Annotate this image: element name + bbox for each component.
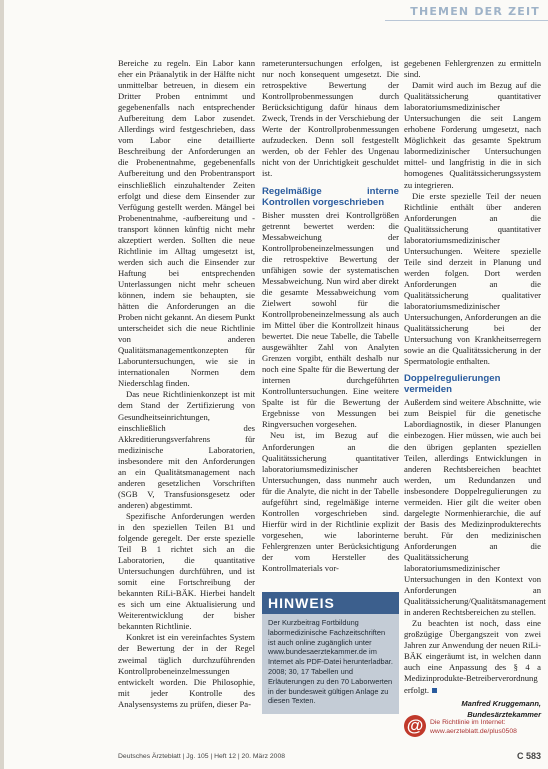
paragraph: Bisher mussten drei Kontrollgrößen getrennt bewertet werden: die Messabweichung der Kontrollprobeneinzelmessungen und die retrospektive Bewertung der unfähigen sowie der systematischen Messabweichung. Nun wird aber direkt die gesamte Messabweichung vom Zielwert sowohl für die Kontrollprobeneinzelmessung als auch im Mittel über die Kontrollzeit hinaus bewertet. Die neue Tabelle, die Tabelle ausgewählter Zahl von Analyten Grenzen vorgibt, enthält deshalb nur noch eine Spalte für die Bewertung der internen durchgeführten Kontrolluntersuchungen. Eine weitere Spalte ist für die Bewertung der Ergebnisse von Messungen bei Ringversuchen vorgesehen. <box>262 209 399 430</box>
paragraph: rameteruntersuchungen erfolgen, ist nur noch konsequent umgesetzt. Die retrospektive Bewertung der Kontrollprobenmessungen durch Berücksichtigung dafür hinaus dem Zweck, Trends in der Verschiebung der Werte der Kontrollprobenmessungen aufzudecken. Denn soll festgestellt werden, ob der Fehler des Ungenau nicht von der Unrichtigkeit geschuldet ist. <box>262 58 399 179</box>
internet-link-text[interactable] <box>430 719 544 736</box>
page-edge <box>0 0 4 769</box>
page-footer <box>118 751 541 763</box>
paragraph: Neu ist, im Bezug auf die Anforderungen an die Qualitätssicherung quantitativer laboratoriumsmedizinischer Untersuchungen, dass nunmehr auch für die Analyte, die nicht in der Tabelle aufgeführt sind, regelmäßige interne Kontrollen vorgeschrieben sind. Hierfür wird in der Richtlinie explizit vorgesehen, wie laborinterne Fehlergrenzen unter Berücksichtigung der vom Hersteller des Kontrollmaterials vor- <box>262 430 399 574</box>
link-caption: Die Richtlinie im Internet: <box>430 719 506 726</box>
hinweis-box <box>262 592 399 714</box>
end-mark-icon <box>432 688 437 693</box>
page-number: C 583 <box>516 751 541 761</box>
paragraph: Konkret ist ein vereinfachtes System der Bewertung der in der Regel zweimal täglich durchzuführenden Kontrollprobeneinzelmessungen entwickelt worden. Die Philosophie, mit jeder Kontrolle des Analysensystems zu prüfen, dieser Pa- <box>118 632 255 709</box>
text-column-3 <box>404 58 546 720</box>
paragraph: gegebenen Fehlergrenzen zu ermitteln sind. <box>404 58 541 80</box>
hinweis-title: HINWEIS <box>262 592 399 614</box>
author-signature: Manfred Kruggemann, Bundesärztekammer <box>461 698 541 719</box>
paragraph: Damit wird auch im Bezug auf die Qualitätssicherung quantitativer laboratoriumsmedizinischer Untersuchungen die seit Langem erhobene Forderung umgesetzt, nach Möglichkeit das gesamte Spektrum labormedizinischer Untersuchungen mittel- und langfristig in die in sich homogenes Qualitätssicherungssystem zu integrieren. <box>404 80 541 190</box>
at-icon: @ <box>404 715 426 737</box>
journal-citation: Deutsches Ärzteblatt | Jg. 105 | Heft 12 | 20. März 2008 <box>118 753 285 760</box>
paragraph <box>404 618 541 695</box>
subheading: Regelmäßige interne Kontrollen vorgeschrieben <box>262 185 399 208</box>
link-url[interactable]: www.aerzteblatt.de/plus0508 <box>430 727 517 735</box>
paragraph: Die erste spezielle Teil der neuen Richtlinie enthält über anderen Anforderungen an die Qualitätssicherung quantitativer laboratoriumsmedizinischer Untersuchungen. Weitere spezielle Teile sind derzeit in Planung und werden folgen. Dort werden Anforderungen an die Qualitätssicherung qualitativer laboratoriumsmedizinischer Untersuchungen, Anforderungen an die Qualitätssicherung bei der Untersuchung von Krankheitserregern sowie an die Qualitätssicherung in der Spermatologie enthalten. <box>404 190 541 367</box>
paragraph: Das neue Richtlinienkonzept ist mit dem Stand der Zertifizierung von Gesundheitseinrichtungen, einschließlich des Akkreditierungsverfahrens für medizinische Laboratorien, insbesondere mit den Anforderungen an ein Qualitätsmanagement nach anderen gesetzlichen Vorschriften (SGB V, Transfusionsgesetz oder anderen) abgestimmt. <box>118 389 255 510</box>
hinweis-body: Der Kurzbeitrag Fortbildung labormedizinische Fachzeitschriften ist auch online zugänglich unter www.bundesaerztekammer.de im Internet als PDF-Datei herunterladbar. 2008; 30, 17 Tabellen und Erläuterungen zu den 70 Laborwerten in der bundesweit gültigen Anlage zu diesen Texten. <box>268 618 393 706</box>
text-column-1 <box>118 58 255 710</box>
paragraph-text: Zu beachten ist noch, dass eine großzügige Übergangszeit von zwei Jahren zur Anwendung der neuen RiLi-BÄK eingeräumt ist, in welchen dann auch eine Anpassung des § 4 a Medizinprodukte-Betreiberverordnung erfolgt. <box>404 618 541 695</box>
text-column-2 <box>262 58 399 574</box>
paragraph: Außerdem sind weitere Abschnitte, wie zum Beispiel für die genetische Labordiagnostik, in dieser Planungen einbezogen. Hier müssen, wie auch bei den übrigen geplanten speziellen Teilen, allerdings Entwicklungen in anderen Rechtsbereichen beachtet werden, um Redundanzen und insbesondere Doppelregulierungen zu vermeiden. Hier gilt die weiter oben dargelegte Normenhierarchie, die auf der Basis des Medizinprodukterechts beruht. Für den medizinischen Anforderungen an die Qualitätssicherung laboratoriumsmedizinischer Untersuchungen in den Kontext von Anforderungen an Qualitätssicherung/Qualitätsmanagement in anderen Rechtsbereichen zu stellen. <box>404 397 546 618</box>
internet-link-box[interactable] <box>404 715 544 741</box>
section-title: THEMEN DER ZEIT <box>410 5 540 18</box>
paragraph: Bereiche zu regeln. Ein Labor kann eher ein Präanalytik in der Hälfte nicht unmittelbar betreuen, in diesem ein Dritter Proben entnimmt und gegebenenfalls nach entsprechender Aufbereitung dem Labor zusendet. Allerdings wird festgeschrieben, dass vom Labor eine detaillierte Beschreibung der Anforderungen an die Probenentnahme, gegebenenfalls Aufbereitung und den Probentransport einschließlich einzuhaltender Zeiten erfolgt und diese dem Einsender zur Verfügung gestellt werden. Mängel bei Probenentnahme, -aufbereitung und -transport können künftig nicht mehr akzeptiert werden. Sollten die neue Richtlinie im Alltag umgesetzt ist, werden sich auch die Einsender zur Haftung bei entsprechenden Unterlassungen nicht mehr scheuen können, indem sie behaupten, sie hätten die Anforderungen an die Proben nicht gekannt. An diesem Punkt unterscheidet sich die neue Richtlinie von anderen Qualitätsmanagementkonzepten für Laboruntersuchungen, wie sie in internationalen Normen dem Niederschlag finden. <box>118 58 255 389</box>
subheading: Doppelregulierungen vermeiden <box>404 373 501 396</box>
paragraph: Spezifische Anforderungen werden in den speziellen Teilen B1 und folgende geregelt. Der erste spezielle Teil B 1 richtet sich an die Laboratorien, die quantitative Untersuchungen durchführen, und ist somit eine Fortschreibung der bekannten RiLi-BÄK. Hierbei handelt es sich um eine Aktualisierung und Weiterentwicklung der bisher bekannten Richtlinie. <box>118 510 255 632</box>
section-header <box>385 2 548 21</box>
